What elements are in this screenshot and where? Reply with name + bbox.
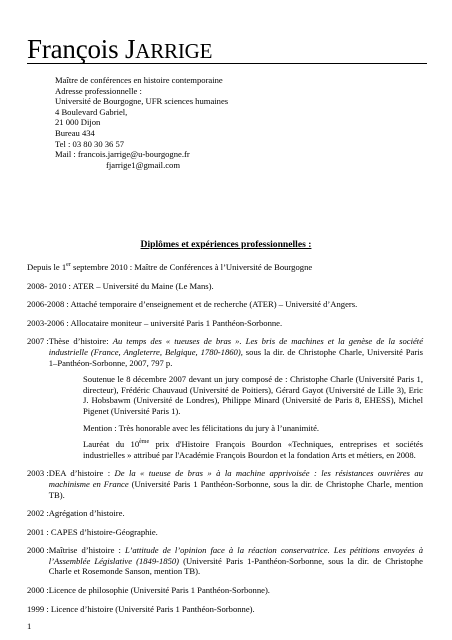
- entry: 2000 :Licence de philosophie (Université Paris 1 Panthéon-Sorbonne).: [27, 585, 270, 596]
- contact-email-secondary[interactable]: fjarrige1@gmail.com: [106, 159, 181, 170]
- entry: 2002 :Agrégation d’histoire.: [27, 508, 125, 519]
- entry-text-part: prix d'Histoire François Bourdon «Techniques, entreprises et sociétés industrielles » attribué par l'Académie François Bourdon et la fondation Arts et métiers, en 2008.: [83, 439, 423, 460]
- contact-block: [55, 75, 228, 170]
- superscript: ème: [139, 439, 150, 446]
- entry-text-part: , sous la dir. de Christophe Charle, Université Paris 1–Panthéon-Sorbonne, 2007, 797 p.: [48, 346, 423, 368]
- entry-text: Depuis le 1: [27, 262, 67, 272]
- entry: [27, 336, 423, 368]
- dea-title: De la « tueuse de bras » à la machine apprivoisée : les résistances ouvrières au machinisme en France: [48, 468, 423, 489]
- contact-line: Université de Bourgogne, UFR sciences humaines: [55, 96, 229, 107]
- contact-line: Bureau 434: [55, 127, 95, 138]
- entry-paragraph: Soutenue le 8 décembre 2007 devant un jury composé de : Christophe Charle (Université Paris 1, directeur), Frédéric Chauvaud (Université de Poitiers), Gérard Gayot (Université de Lille 3), Eric J. Hobsbawm (Université de Londres), Philippe Minard (Université de Paris 8, EHESS), Michel Pigenet (Université Paris 1).: [83, 374, 423, 416]
- entry-text-part: (Université Paris 1-Panthéon-Sorbonne, sous la dir. de Christophe Charle et Rosemonde Sanson, mention TB).: [48, 555, 423, 577]
- entry-text-part: Thèse d’histoire:: [48, 336, 113, 347]
- entry: 1999 : Licence d’histoire (Université Paris 1 Panthéon-Sorbonne).: [27, 603, 255, 614]
- page-title: [27, 34, 212, 65]
- contact-line: 21 000 Dijon: [55, 117, 101, 128]
- last-name-rest: ARRIGE: [135, 39, 213, 63]
- entry: [27, 545, 423, 577]
- entry-text-part: DEA d’histoire :: [48, 468, 115, 479]
- contact-email[interactable]: Mail : francois.jarrige@u-bourgogne.fr: [55, 149, 190, 160]
- entry-text: [49, 336, 423, 368]
- entry-text: [49, 468, 423, 500]
- entry-text: [49, 545, 423, 577]
- entry-paragraph: [83, 439, 423, 460]
- contact-line: Adresse professionnelle :: [55, 85, 142, 96]
- entry-year: 2007 :: [27, 336, 49, 347]
- entry: 2008- 2010 : ATER – Université du Maine (Le Mans).: [27, 280, 214, 291]
- contact-line: 4 Boulevard Gabriel,: [55, 106, 128, 117]
- thesis-title: Au temps des « tueuses de bras ». Les bris de machines et la genèse de la société industrielle (France, Angleterre, Belgique, 1780-1860): [48, 336, 424, 357]
- entry-year: 2003 :: [27, 468, 49, 479]
- entry: [27, 468, 423, 500]
- maitrise-title: L’attitude de l’opinion face à la réaction conservatrice. Les pétitions envoyées à l’Assemblée Législative (1849-1850): [48, 545, 423, 566]
- entry-paragraph: Mention : Très honorable avec les félicitations du jury à l’unanimité.: [83, 422, 320, 433]
- entry-year: 2000 :: [27, 545, 49, 556]
- superscript: er: [66, 262, 71, 269]
- entry-text-part: Lauréat du 10: [83, 439, 140, 450]
- page-number: 1: [27, 621, 32, 631]
- entry-text-part: (Université Paris 1 Panthéon-Sorbonne, sous la dir. de Christophe Charle, mention TB).: [48, 478, 423, 500]
- title-rule: [27, 63, 427, 64]
- contact-line: Maître de conférences en histoire contemporaine: [55, 75, 223, 85]
- entry-text-part: Maîtrise d’histoire :: [48, 545, 125, 556]
- entry-text: septembre 2010 : Maître de Conférences à l’Université de Bourgogne: [70, 262, 313, 272]
- contact-line: Tel : 03 80 30 36 57: [55, 138, 125, 149]
- entry: 2003-2006 : Allocataire moniteur – université Paris 1 Panthéon-Sorbonne.: [27, 317, 283, 328]
- first-name: François: [27, 34, 125, 64]
- entries-list: [27, 262, 423, 622]
- last-name-initial: J: [124, 34, 136, 64]
- entry: 2006-2008 : Attaché temporaire d’enseignement et de recherche (ATER) – Université d’Angers.: [27, 299, 358, 310]
- entry: [27, 262, 423, 273]
- entry: 2001 : CAPES d’histoire-Géographie.: [27, 526, 158, 537]
- section-heading: Diplômes et expériences professionnelles :: [140, 239, 312, 250]
